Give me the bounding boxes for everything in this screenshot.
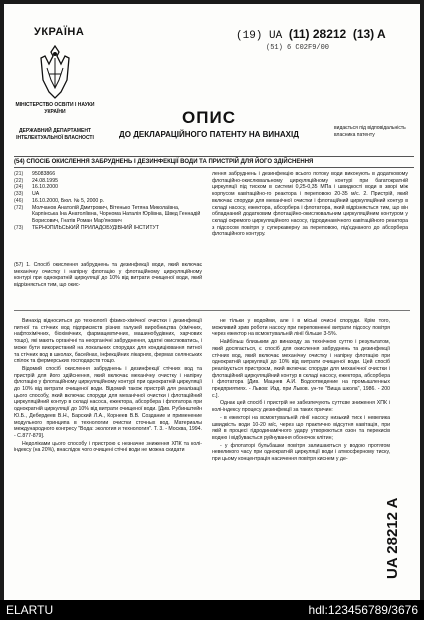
claim-text-left: (57) 1. Спосіб окислення забруднень та дезинфекції води, який включає механічну очистку і напірну флотацію у флотаційному циркуляційному контурі при однократній циркуляції до 10% від витрати очищеної води, який відрізняється тим, що окис- [14, 262, 202, 289]
patent-kind: (13) A [352, 27, 386, 41]
bibliographic-data [14, 171, 202, 231]
section-divider [14, 310, 410, 311]
paragraph: Недоліками цього способу і пристрою є незначне зниження ХПК та колі-індексу (на 20%), внаслідок чого очищені стічні води не можна скидати [14, 440, 202, 454]
biblio-row: (22) 24.08.1995 [14, 177, 58, 184]
paragraph: - в ежекторі на всмоктувальній лінії насосу низький тиск і невелика швидкість води 10-20 м/с, через що практично відсутня кавітація, при якій в процесі гідродинамічного удару утворюються озон та перекисів водню і відбувається руйнування обоночок клітин; [212, 414, 390, 441]
biblio-row: (46) 16.10.2000, Бюл. № 5, 2000 р. [14, 197, 105, 204]
vertical-patent-number: UA 28212 A [384, 497, 401, 579]
paragraph: Винахід відноситься до технології фізико-хімічної очистки і дезинфекції питної та стічних вод підприємств різних галузей виробництва (хімічних, нафтохімічних, біохімічних, фармацевтичних, машинобудівних, харчових тощо), які мають органічні та неорганічні забруднення, здатні окислюватись, і може бути використаний на локальних спорудах для кондиціювання питної та стічних вод в школах, басейнах, інфекційних лікарнях, фермах селянських спілок та фермерських господарств тощо. [14, 318, 202, 365]
claim-text-right: лення забруднень і дезинфекцію всього потоку води виконують в додатковому флотаційно-окислювальному циркуляційному контурі при багатократній циркуляції під тиском в системі 0,25-0,35 МПа і швидкості води в зворі між корпусом кавітаційно-го реактора і переповою 20-35 м/с. 2. Пристрій, який включає споруди для механічної очистки і флотаційний циркуляційний контур в складі насосу, ежектора, абсорбера і флотатора, який відрізняється тим, що він обладнаний додатковим флотаційно-окислювальним циркуляційним контуром у складі окремого циркуляційного насосу, гідродинамічного кавітаційного реактора з підсосом повітря у суперкаверну за переповою, під'єднаного до абсорбера флотаційного контуру. [212, 171, 408, 238]
paragraph: Однак цей спосіб і пристрій не забезпечують суттєве зниження ХПК і колі-індексу процесу дезинфекції за таких причин: [212, 400, 390, 414]
biblio-row: (24) 16.10.2000 [14, 184, 58, 191]
country-name: УКРАЇНА [34, 26, 85, 38]
paragraph: Відомий спосіб окислення забруднень і дезинфекції стічних вод та пристрій для його здійснення, який включає механічну очистку і напірну флотацію у флотаційному циркуляційному контурі при однократній циркуляції до 10% від витрати очищеної води. Відомий також пристрій для реалізації цього способу, який включає споруди для механічної очистки і флотаційний циркуляційний контур в складі насоса, ежектора, абсорбера і флотатора при однократній циркуляції до 10% від витрати очищеної води. [Див. Рубинштейн Ю.Б., Дебердеев В.Н., Барский Л.А., Корнеев В.В. Создание и применение модульного принципа в технологии очистки сточных вод. Материалы международного конгресу "Вода: экология и технология". Т. 3. - Москва, 1994. - С.877-879]. [14, 365, 202, 439]
biblio-row: (21) 95083866 [14, 171, 56, 177]
document-subtitle: ДО ДЕКЛАРАЦІЙНОГО ПАТЕНТУ НА ВИНАХІД [119, 130, 299, 139]
coat-of-arms-icon [37, 44, 73, 100]
footer-left-label: ELARTU [6, 603, 54, 617]
description-right-column [212, 318, 390, 464]
patent-code: (11) 28212 [288, 27, 347, 41]
footer-bar [0, 600, 424, 620]
department-name: ДЕРЖАВНИЙ ДЕПАРТАМЕНТ ІНТЕЛЕКТУАЛЬНОЇ ВЛАСНОСТІ [16, 128, 94, 141]
classification-code: (51) 6 C02F9/00 [266, 44, 330, 52]
paragraph: Найбільш близьким до винаходу за технічною суттю і результатом, який досягається, є спосіб для окислення забруднень та дезинфекції стічних вод, який включає механічну очистку і напірну флотацію при однократній циркуляції до 10% від витрати очищеної води. Цей спосіб реалізується пристроєм, який включає споруди для механічної очистки і флотаційний циркуляційний контур в складі насосу, ежектора, абсорбера і флотатора [Див. Мацнев А.И. Водоотведение на промышленных предприятиях. - Львов: Изд. при Львов. ун-те "Вища школа", 1986. - 200 с.]. [212, 339, 390, 399]
patent-number [236, 27, 386, 42]
footer-handle-label: hdl:123456789/3676 [308, 603, 418, 617]
document-title: ОПИС [182, 108, 236, 127]
description-left-column [14, 318, 202, 455]
invention-title: (54) СПОСІБ ОКИСЛЕННЯ ЗАБРУДНЕНЬ І ДЕЗИНФЕКЦІЇ ВОДИ ТА ПРИСТРІЙ ДЛЯ ЙОГО ЗДІЙСНЕННЯ [14, 156, 414, 168]
patent-page [4, 4, 420, 600]
side-note: видається під відповідальність власника патенту [334, 125, 406, 138]
biblio-row: (72) Молчанов Анатолій Дмитрович, Вітенько Тетяна Миколаївна, Карпінська Іна Анатоліївна, Чорнома Наталія Юріївна, Швед Геннадій Борисович, Гнатів Роман Мар'янович [14, 204, 201, 224]
biblio-row: (33) UA [14, 191, 40, 198]
patent-prefix: (19) UA [236, 30, 283, 42]
ministry-name: МІНІСТЕРСТВО ОСВІТИ І НАУКИ УКРАЇНИ [15, 102, 95, 115]
paragraph: не тільки у водойми, але і в міські очисні споруди. Крім того, можливий зрив роботи насосу при переповненні витрати підсосу повітря через ежектор на всмоктувальній лінії більше 3-5%. [212, 318, 390, 338]
paragraph: - у флотаторі бульбашки повітря залишаються у водою протягом невеликого часу при однократній циркуляції води і атмосферному тиску, при цьому концентрація насичення повітря киснем у де- [212, 442, 390, 463]
biblio-row: (73) ТЕРНОПІЛЬСЬКИЙ ПРИЛАДОБУДІВНИЙ ІНСТИТУТ [14, 224, 160, 231]
